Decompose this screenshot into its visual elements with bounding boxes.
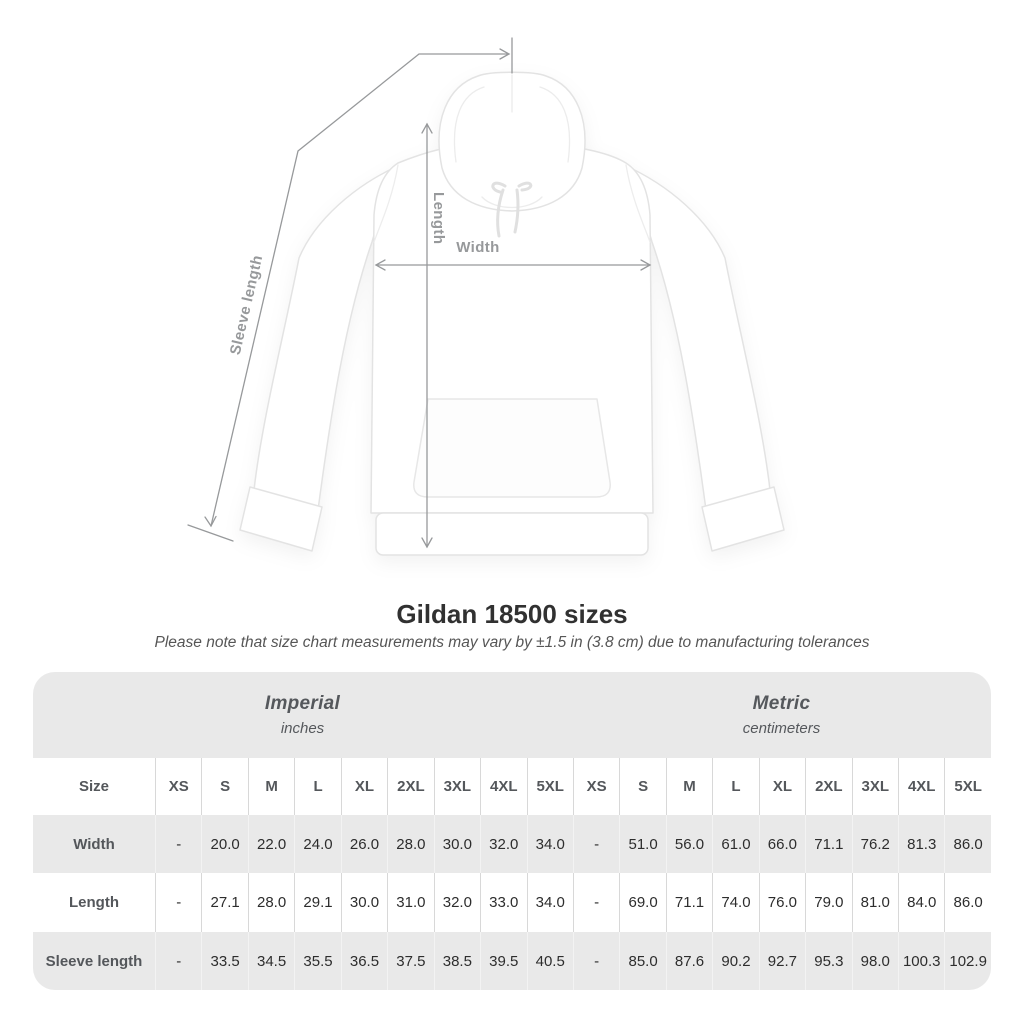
sleeve-length-label: Sleeve length <box>226 253 267 357</box>
metric-value-cell: 74.0 <box>712 873 758 932</box>
imperial-value-cell: 38.5 <box>434 932 480 990</box>
imperial-size-header-cell: S <box>201 758 247 815</box>
metric-value-cell: 86.0 <box>944 815 990 873</box>
imperial-value-cell: - <box>155 815 201 873</box>
hoodie-pocket <box>414 399 610 497</box>
metric-value-cell: 56.0 <box>666 815 712 873</box>
imperial-size-header-cell: XS <box>155 758 201 815</box>
imperial-value-cell: 26.0 <box>341 815 387 873</box>
imperial-value-cell: 33.5 <box>201 932 247 990</box>
imperial-value-cell: 32.0 <box>434 873 480 932</box>
imperial-value-cell: 39.5 <box>480 932 526 990</box>
metric-size-header-cell: 2XL <box>805 758 851 815</box>
metric-size-header-cell: XL <box>759 758 805 815</box>
imperial-value-cell: 34.0 <box>527 815 573 873</box>
metric-value-cell: 51.0 <box>619 815 665 873</box>
width-label: Width <box>456 239 500 256</box>
hoodie-illustration <box>240 72 784 555</box>
imperial-size-header-cell: 4XL <box>480 758 526 815</box>
length-row <box>33 873 991 932</box>
metric-value-cell: 81.0 <box>852 873 898 932</box>
imperial-unit-label: inches <box>280 720 325 737</box>
metric-size-header-cell: 3XL <box>852 758 898 815</box>
page-title: Gildan 18500 sizes <box>396 599 628 629</box>
metric-value-cell: - <box>573 815 619 873</box>
metric-value-cell: 86.0 <box>944 873 990 932</box>
metric-value-cell: 95.3 <box>805 932 851 990</box>
imperial-value-cell: 32.0 <box>480 815 526 873</box>
size-header-row <box>33 758 991 815</box>
imperial-value-cell: 30.0 <box>434 815 480 873</box>
imperial-value-cell: 40.5 <box>527 932 573 990</box>
sleeve-length-row <box>33 932 991 990</box>
metric-unit-label: centimeters <box>742 720 821 737</box>
imperial-value-cell: 33.0 <box>480 873 526 932</box>
imperial-label: Imperial <box>264 693 341 714</box>
imperial-value-cell: 34.0 <box>527 873 573 932</box>
imperial-value-cell: - <box>155 932 201 990</box>
imperial-value-cell: 34.5 <box>248 932 294 990</box>
metric-value-cell: 61.0 <box>712 815 758 873</box>
metric-value-cell: 81.3 <box>898 815 944 873</box>
metric-value-cell: - <box>573 932 619 990</box>
imperial-size-header-cell: 2XL <box>387 758 433 815</box>
length-label: Length <box>430 192 447 245</box>
imperial-size-header-cell: 5XL <box>527 758 573 815</box>
metric-value-cell: 76.2 <box>852 815 898 873</box>
metric-size-header-cell: S <box>619 758 665 815</box>
imperial-value-cell: 22.0 <box>248 815 294 873</box>
row-label: Length <box>69 894 119 911</box>
imperial-value-cell: 20.0 <box>201 815 247 873</box>
units-header-row <box>33 672 991 758</box>
metric-value-cell: 71.1 <box>805 815 851 873</box>
metric-size-header-cell: 4XL <box>898 758 944 815</box>
imperial-value-cell: 30.0 <box>341 873 387 932</box>
metric-value-cell: 87.6 <box>666 932 712 990</box>
size-column-header: Size <box>78 778 109 795</box>
imperial-value-cell: 29.1 <box>294 873 340 932</box>
imperial-value-cell: 31.0 <box>387 873 433 932</box>
metric-header <box>572 672 991 758</box>
metric-size-header-cell: L <box>712 758 758 815</box>
metric-value-cell: 66.0 <box>759 815 805 873</box>
metric-value-cell: 71.1 <box>666 873 712 932</box>
metric-value-cell: 76.0 <box>759 873 805 932</box>
tolerance-note: Please note that size chart measurements may vary by ±1.5 in (3.8 cm) due to manufacturing tolerances <box>154 634 870 651</box>
metric-size-header-cell: 5XL <box>944 758 990 815</box>
metric-value-cell: 90.2 <box>712 932 758 990</box>
width-row <box>33 815 991 873</box>
metric-size-header-cell: XS <box>573 758 619 815</box>
metric-value-cell: - <box>573 873 619 932</box>
imperial-value-cell: 37.5 <box>387 932 433 990</box>
metric-value-cell: 98.0 <box>852 932 898 990</box>
row-label: Width <box>73 835 115 853</box>
imperial-value-cell: 36.5 <box>341 932 387 990</box>
hoodie-hem-band <box>376 513 648 555</box>
imperial-value-cell: 28.0 <box>387 815 433 873</box>
imperial-size-header-cell: L <box>294 758 340 815</box>
imperial-value-cell: 35.5 <box>294 932 340 990</box>
imperial-size-header-cell: 3XL <box>434 758 480 815</box>
metric-size-header-cell: M <box>666 758 712 815</box>
imperial-size-header-cell: M <box>248 758 294 815</box>
metric-value-cell: 79.0 <box>805 873 851 932</box>
imperial-header <box>33 672 572 758</box>
imperial-value-cell: - <box>155 873 201 932</box>
imperial-size-header-cell: XL <box>341 758 387 815</box>
imperial-value-cell: 24.0 <box>294 815 340 873</box>
imperial-value-cell: 28.0 <box>248 873 294 932</box>
metric-value-cell: 102.9 <box>944 932 990 990</box>
size-table <box>33 672 991 990</box>
metric-value-cell: 69.0 <box>619 873 665 932</box>
metric-value-cell: 100.3 <box>898 932 944 990</box>
metric-value-cell: 85.0 <box>619 932 665 990</box>
row-label: Sleeve length <box>45 952 143 970</box>
metric-value-cell: 92.7 <box>759 932 805 990</box>
metric-value-cell: 84.0 <box>898 873 944 932</box>
metric-label: Metric <box>752 693 811 714</box>
imperial-value-cell: 27.1 <box>201 873 247 932</box>
